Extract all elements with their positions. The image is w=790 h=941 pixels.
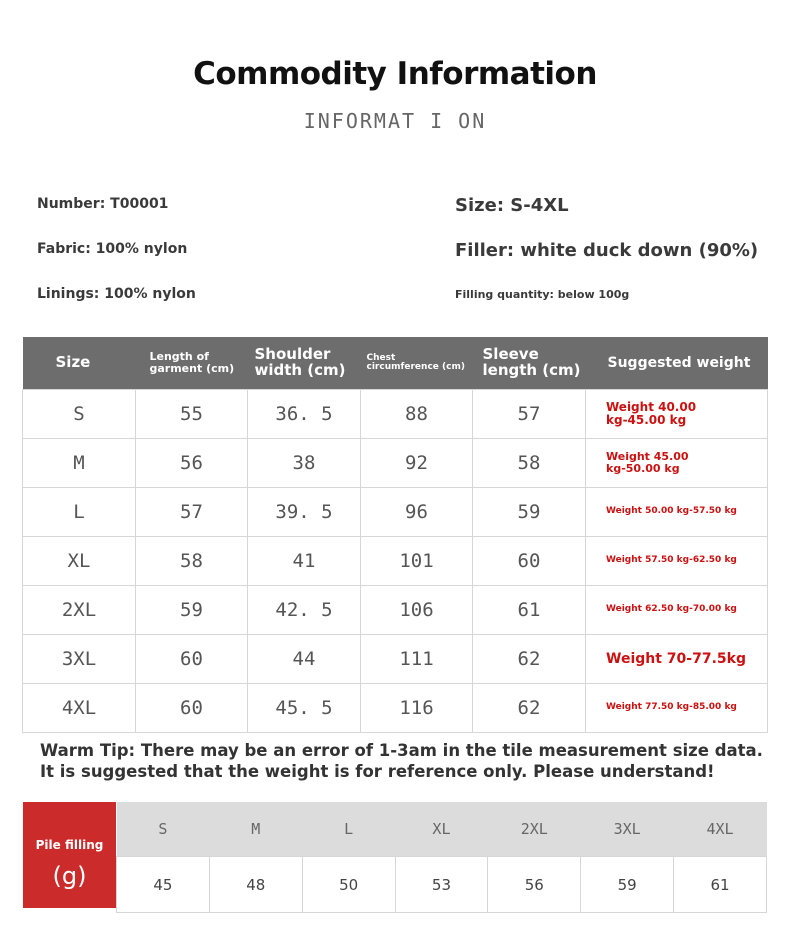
shoulder-cell: 38: [248, 439, 361, 488]
length-cell: 60: [136, 684, 248, 733]
pile-value-cell: 59: [581, 857, 674, 913]
weight-cell: Weight 70-77.5kg: [586, 635, 768, 684]
shoulder-cell: 45. 5: [248, 684, 361, 733]
header-suggested-weight: Suggested weight: [586, 337, 768, 390]
chest-cell: 111: [361, 635, 473, 684]
pile-value-cell: 53: [395, 857, 488, 913]
fabric-info: Fabric: 100% nylon: [37, 241, 188, 257]
pile-filling-unit: (g): [52, 862, 87, 890]
pile-filling-label: [23, 802, 116, 908]
shoulder-cell: 44: [248, 635, 361, 684]
header-sleeve: Sleeve length (cm): [473, 337, 586, 390]
size-chart-table: [22, 337, 768, 733]
linings-info: Linings: 100% nylon: [37, 286, 196, 302]
table-row: [23, 390, 768, 439]
weight-cell: Weight 45.00 kg-50.00 kg: [586, 439, 768, 488]
warm-tip-line-1: Warm Tip: There may be an error of 1-3am in the tile measurement size data.: [40, 741, 763, 760]
size-cell: L: [23, 488, 136, 537]
weight-cell: Weight 57.50 kg-62.50 kg: [586, 537, 768, 586]
chest-cell: 96: [361, 488, 473, 537]
size-cell: M: [23, 439, 136, 488]
header-shoulder: Shoulder width (cm): [248, 337, 361, 390]
chest-cell: 92: [361, 439, 473, 488]
length-cell: 57: [136, 488, 248, 537]
warm-tip-line-2: It is suggested that the weight is for reference only. Please understand!: [40, 762, 715, 781]
filler-info: Filler: white duck down (90%): [455, 240, 759, 261]
sleeve-cell: 60: [473, 537, 586, 586]
pile-value-row: [117, 857, 767, 913]
pile-value-cell: 50: [302, 857, 395, 913]
chest-cell: 106: [361, 586, 473, 635]
header-chest: Chest circumference (cm): [361, 337, 473, 390]
size-cell: XL: [23, 537, 136, 586]
shoulder-cell: 39. 5: [248, 488, 361, 537]
size-cell: 3XL: [23, 635, 136, 684]
header-length: Length of garment (cm): [136, 337, 248, 390]
weight-cell: Weight 50.00 kg-57.50 kg: [586, 488, 768, 537]
size-cell: 4XL: [23, 684, 136, 733]
table-row: [23, 439, 768, 488]
sleeve-cell: 57: [473, 390, 586, 439]
table-row: [23, 488, 768, 537]
pile-size-header: S: [117, 802, 210, 857]
length-cell: 60: [136, 635, 248, 684]
pile-size-header: L: [302, 802, 395, 857]
chest-cell: 116: [361, 684, 473, 733]
pile-size-header: 4XL: [674, 802, 767, 857]
pile-value-cell: 56: [488, 857, 581, 913]
pile-size-row: [117, 802, 767, 857]
pile-filling-table: [116, 802, 767, 913]
pile-value-cell: 45: [117, 857, 210, 913]
filling-quantity-info: Filling quantity: below 100g: [455, 288, 630, 301]
sleeve-cell: 58: [473, 439, 586, 488]
shoulder-cell: 41: [248, 537, 361, 586]
sleeve-cell: 59: [473, 488, 586, 537]
shoulder-cell: 42. 5: [248, 586, 361, 635]
pile-size-header: M: [209, 802, 302, 857]
page-title: Commodity Information: [193, 56, 597, 92]
warm-tip: [40, 740, 780, 782]
size-cell: S: [23, 390, 136, 439]
table-row: [23, 586, 768, 635]
sleeve-cell: 61: [473, 586, 586, 635]
page-subtitle: INFORMAT I ON: [303, 109, 487, 133]
chest-cell: 101: [361, 537, 473, 586]
table-row: [23, 635, 768, 684]
sleeve-cell: 62: [473, 635, 586, 684]
weight-cell: Weight 40.00 kg-45.00 kg: [586, 390, 768, 439]
length-cell: 59: [136, 586, 248, 635]
pile-size-header: 3XL: [581, 802, 674, 857]
size-chart-header-row: [23, 337, 768, 390]
pile-value-cell: 48: [209, 857, 302, 913]
header-size: Size: [23, 337, 136, 390]
length-cell: 58: [136, 537, 248, 586]
table-row: [23, 537, 768, 586]
number-info: Number: T00001: [37, 196, 169, 212]
chest-cell: 88: [361, 390, 473, 439]
length-cell: 56: [136, 439, 248, 488]
weight-cell: Weight 77.50 kg-85.00 kg: [586, 684, 768, 733]
table-row: [23, 684, 768, 733]
pile-value-cell: 61: [674, 857, 767, 913]
size-cell: 2XL: [23, 586, 136, 635]
pile-size-header: 2XL: [488, 802, 581, 857]
shoulder-cell: 36. 5: [248, 390, 361, 439]
pile-filling-title: Pile filling: [35, 838, 104, 852]
weight-cell: Weight 62.50 kg-70.00 kg: [586, 586, 768, 635]
pile-size-header: XL: [395, 802, 488, 857]
length-cell: 55: [136, 390, 248, 439]
sleeve-cell: 62: [473, 684, 586, 733]
size-info: Size: S-4XL: [455, 195, 569, 216]
